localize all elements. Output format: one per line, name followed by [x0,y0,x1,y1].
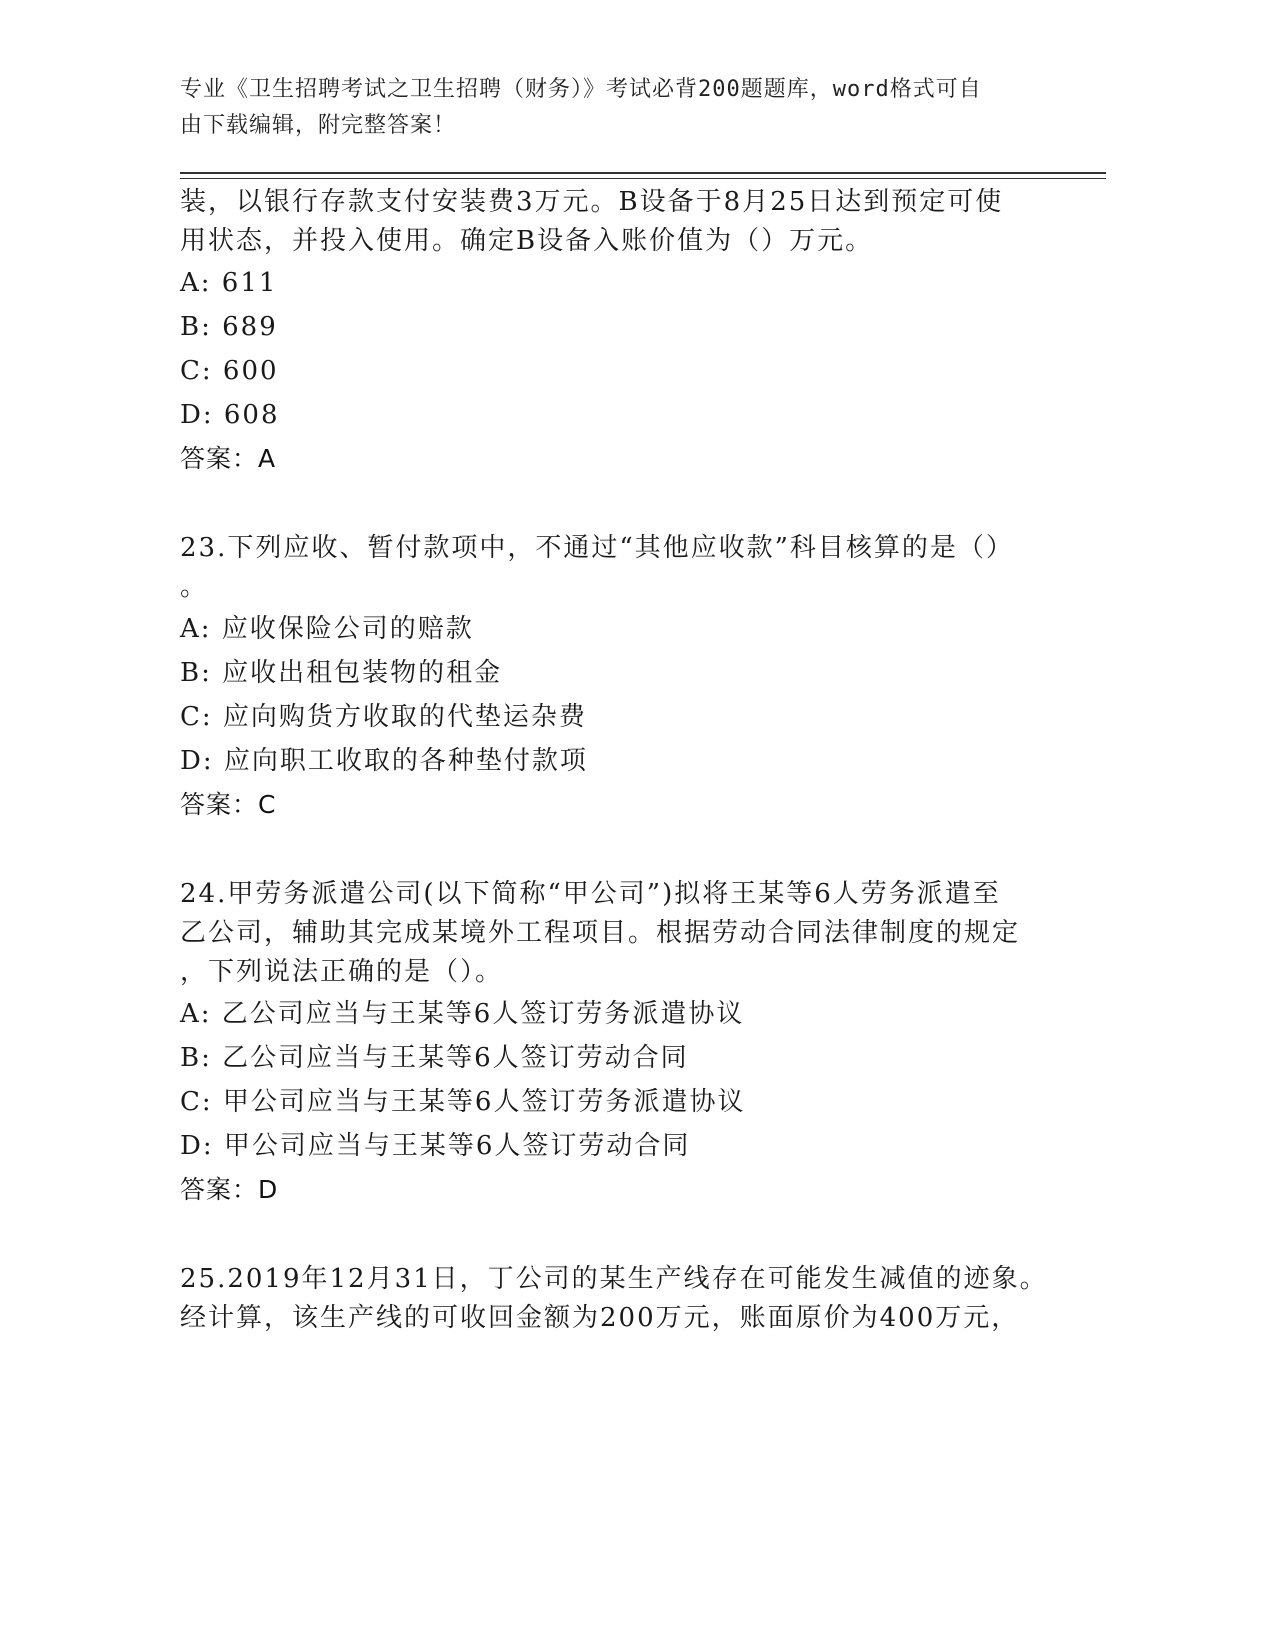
option-c: C: 甲公司应当与王某等6人签订劳务派遣协议 [180,1087,746,1117]
question-spacer [180,827,1040,875]
header-divider-thin [180,178,1106,179]
question-text-line: 。 [180,572,209,602]
document-header [180,72,1040,144]
header-line-1: 专业《卫生招聘考试之卫生招聘（财务）》考试必背200题题库，word格式可自 [180,77,982,102]
header-line-2: 由下载编辑，附完整答案！ [180,113,457,138]
option-b: B: 应收出租包装物的租金 [180,658,503,688]
option-b: B: 乙公司应当与王某等6人签订劳动合同 [180,1043,689,1073]
question-text-line: 经计算，该生产线的可收回金额为200万元，账面原价为400万元， [180,1303,1020,1333]
question-text-line: 用状态，并投入使用。确定B设备入账价值为（）万元。 [180,226,874,256]
question-spacer [180,1212,1040,1260]
header-divider-thick [180,172,1106,174]
answer-line: 答案：A [180,444,277,473]
question-text-line: 24.甲劳务派遣公司(以下简称“甲公司”)拟将王某等6人劳务派遣至 [180,879,1001,909]
question-24 [180,875,1040,1212]
option-c: C: 应向购货方收取的代垫运杂费 [180,702,587,732]
question-23 [180,529,1040,827]
question-22 [180,183,1040,481]
option-d: D: 608 [180,400,280,430]
question-text-line: 装，以银行存款支付安装费3万元。B设备于8月25日达到预定可使 [180,187,1004,217]
question-text-line: 乙公司，辅助其完成某境外工程项目。根据劳动合同法律制度的规定 [180,918,1021,948]
question-text-line: 23.下列应收、暂付款项中，不通过“其他应收款”科目核算的是（） [180,533,1014,563]
answer-line: 答案：C [180,790,277,819]
question-content [180,183,1048,1338]
option-a: A: 611 [180,268,278,298]
option-c: C: 600 [180,356,279,386]
option-d: D: 甲公司应当与王某等6人签订劳动合同 [180,1131,691,1161]
question-spacer [180,481,1040,529]
option-a: A: 乙公司应当与王某等6人签订劳务派遣协议 [180,999,745,1029]
question-text-line: 25.2019年12月31日，丁公司的某生产线存在可能发生减值的迹象。 [180,1264,1048,1294]
option-a: A: 应收保险公司的赔款 [180,614,474,644]
option-b: B: 689 [180,312,278,342]
option-d: D: 应向职工收取的各种垫付款项 [180,746,588,776]
question-25 [180,1260,1048,1338]
question-text-line: ，下列说法正确的是（）。 [180,957,504,987]
answer-line: 答案：D [180,1175,279,1204]
